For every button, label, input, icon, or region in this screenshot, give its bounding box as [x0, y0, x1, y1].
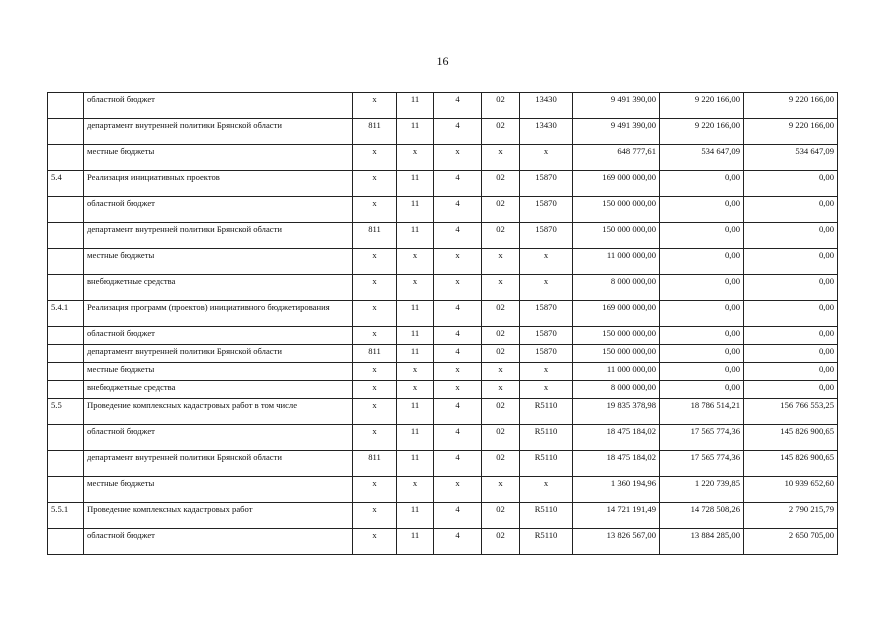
- target-code-cell: х: [520, 363, 573, 381]
- amount-year3-cell: 9 220 166,00: [744, 119, 838, 145]
- table-row: [48, 425, 838, 451]
- program-code-cell: 02: [482, 503, 520, 529]
- program-code-cell: 02: [482, 119, 520, 145]
- row-number-cell: [48, 93, 84, 119]
- row-name-cell: Проведение комплексных кадастровых работ: [84, 503, 353, 529]
- amount-year3-cell: 0,00: [744, 327, 838, 345]
- row-number-cell: [48, 451, 84, 477]
- target-code-cell: R5110: [520, 425, 573, 451]
- amount-year1-cell: 169 000 000,00: [573, 301, 660, 327]
- amount-year3-cell: 0,00: [744, 223, 838, 249]
- page-number: 16: [436, 54, 449, 68]
- admin-code-cell: х: [353, 275, 397, 301]
- amount-year2-cell: 17 565 774,36: [660, 425, 744, 451]
- subsection-code-cell: 4: [434, 171, 482, 197]
- amount-year2-cell: 0,00: [660, 171, 744, 197]
- amount-year1-cell: 13 826 567,00: [573, 529, 660, 555]
- row-number-cell: 5.5.1: [48, 503, 84, 529]
- row-number-cell: [48, 119, 84, 145]
- amount-year1-cell: 9 491 390,00: [573, 93, 660, 119]
- amount-year3-cell: 0,00: [744, 363, 838, 381]
- admin-code-cell: х: [353, 197, 397, 223]
- subsection-code-cell: х: [434, 477, 482, 503]
- subsection-code-cell: 4: [434, 327, 482, 345]
- row-name-cell: внебюджетные средства: [84, 381, 353, 399]
- amount-year1-cell: 14 721 191,49: [573, 503, 660, 529]
- table-row: [48, 93, 838, 119]
- section-code-cell: 11: [397, 197, 434, 223]
- program-code-cell: х: [482, 249, 520, 275]
- table-row: [48, 223, 838, 249]
- row-number-cell: [48, 223, 84, 249]
- amount-year2-cell: 0,00: [660, 381, 744, 399]
- amount-year1-cell: 19 835 378,98: [573, 399, 660, 425]
- amount-year3-cell: 0,00: [744, 345, 838, 363]
- admin-code-cell: х: [353, 301, 397, 327]
- row-name-cell: областной бюджет: [84, 529, 353, 555]
- row-number-cell: [48, 529, 84, 555]
- table-row: [48, 503, 838, 529]
- section-code-cell: х: [397, 363, 434, 381]
- program-code-cell: 02: [482, 301, 520, 327]
- admin-code-cell: х: [353, 249, 397, 275]
- section-code-cell: 11: [397, 503, 434, 529]
- table-row: [48, 381, 838, 399]
- row-name-cell: областной бюджет: [84, 197, 353, 223]
- amount-year2-cell: 534 647,09: [660, 145, 744, 171]
- amount-year1-cell: 8 000 000,00: [573, 275, 660, 301]
- row-name-cell: местные бюджеты: [84, 249, 353, 275]
- row-number-cell: [48, 345, 84, 363]
- row-number-cell: 5.4: [48, 171, 84, 197]
- amount-year2-cell: 0,00: [660, 327, 744, 345]
- subsection-code-cell: х: [434, 363, 482, 381]
- amount-year3-cell: 0,00: [744, 171, 838, 197]
- amount-year3-cell: 2 650 705,00: [744, 529, 838, 555]
- amount-year1-cell: 1 360 194,96: [573, 477, 660, 503]
- amount-year1-cell: 169 000 000,00: [573, 171, 660, 197]
- section-code-cell: 11: [397, 425, 434, 451]
- target-code-cell: х: [520, 381, 573, 399]
- program-code-cell: 02: [482, 399, 520, 425]
- row-number-cell: [48, 275, 84, 301]
- admin-code-cell: х: [353, 529, 397, 555]
- program-code-cell: 02: [482, 425, 520, 451]
- program-code-cell: 02: [482, 171, 520, 197]
- section-code-cell: 11: [397, 529, 434, 555]
- subsection-code-cell: 4: [434, 197, 482, 223]
- amount-year3-cell: 10 939 652,60: [744, 477, 838, 503]
- row-name-cell: местные бюджеты: [84, 363, 353, 381]
- amount-year1-cell: 8 000 000,00: [573, 381, 660, 399]
- target-code-cell: х: [520, 249, 573, 275]
- subsection-code-cell: 4: [434, 345, 482, 363]
- subsection-code-cell: 4: [434, 451, 482, 477]
- target-code-cell: 13430: [520, 93, 573, 119]
- row-name-cell: департамент внутренней политики Брянской области: [84, 119, 353, 145]
- table-row: [48, 119, 838, 145]
- row-name-cell: местные бюджеты: [84, 477, 353, 503]
- program-code-cell: х: [482, 477, 520, 503]
- amount-year2-cell: 0,00: [660, 363, 744, 381]
- amount-year1-cell: 11 000 000,00: [573, 249, 660, 275]
- program-code-cell: 02: [482, 451, 520, 477]
- amount-year3-cell: 0,00: [744, 249, 838, 275]
- amount-year3-cell: 2 790 215,79: [744, 503, 838, 529]
- row-number-cell: [48, 381, 84, 399]
- target-code-cell: х: [520, 145, 573, 171]
- admin-code-cell: 811: [353, 451, 397, 477]
- amount-year2-cell: 14 728 508,26: [660, 503, 744, 529]
- amount-year2-cell: 17 565 774,36: [660, 451, 744, 477]
- admin-code-cell: 811: [353, 119, 397, 145]
- amount-year2-cell: 9 220 166,00: [660, 93, 744, 119]
- section-code-cell: 11: [397, 223, 434, 249]
- amount-year2-cell: 0,00: [660, 275, 744, 301]
- amount-year2-cell: 9 220 166,00: [660, 119, 744, 145]
- program-code-cell: х: [482, 145, 520, 171]
- section-code-cell: х: [397, 249, 434, 275]
- admin-code-cell: 811: [353, 345, 397, 363]
- target-code-cell: 15870: [520, 345, 573, 363]
- section-code-cell: 11: [397, 327, 434, 345]
- amount-year1-cell: 150 000 000,00: [573, 223, 660, 249]
- amount-year2-cell: 0,00: [660, 301, 744, 327]
- row-number-cell: 5.4.1: [48, 301, 84, 327]
- table-row: [48, 477, 838, 503]
- program-code-cell: 02: [482, 93, 520, 119]
- amount-year1-cell: 9 491 390,00: [573, 119, 660, 145]
- subsection-code-cell: х: [434, 381, 482, 399]
- target-code-cell: х: [520, 477, 573, 503]
- amount-year3-cell: 0,00: [744, 275, 838, 301]
- subsection-code-cell: 4: [434, 503, 482, 529]
- row-number-cell: 5.5: [48, 399, 84, 425]
- amount-year1-cell: 18 475 184,02: [573, 425, 660, 451]
- admin-code-cell: х: [353, 399, 397, 425]
- row-name-cell: областной бюджет: [84, 327, 353, 345]
- section-code-cell: 11: [397, 301, 434, 327]
- row-name-cell: департамент внутренней политики Брянской области: [84, 345, 353, 363]
- section-code-cell: х: [397, 381, 434, 399]
- amount-year3-cell: 145 826 900,65: [744, 425, 838, 451]
- amount-year2-cell: 0,00: [660, 249, 744, 275]
- target-code-cell: х: [520, 275, 573, 301]
- subsection-code-cell: 4: [434, 223, 482, 249]
- budget-table: [47, 92, 838, 555]
- program-code-cell: 02: [482, 529, 520, 555]
- amount-year3-cell: 0,00: [744, 381, 838, 399]
- amount-year2-cell: 1 220 739,85: [660, 477, 744, 503]
- amount-year2-cell: 0,00: [660, 345, 744, 363]
- row-number-cell: [48, 197, 84, 223]
- table-row: [48, 301, 838, 327]
- table-body: [48, 93, 838, 555]
- subsection-code-cell: 4: [434, 399, 482, 425]
- admin-code-cell: 811: [353, 223, 397, 249]
- amount-year2-cell: 18 786 514,21: [660, 399, 744, 425]
- section-code-cell: х: [397, 477, 434, 503]
- row-number-cell: [48, 145, 84, 171]
- program-code-cell: х: [482, 363, 520, 381]
- row-number-cell: [48, 477, 84, 503]
- table-row: [48, 399, 838, 425]
- amount-year1-cell: 18 475 184,02: [573, 451, 660, 477]
- admin-code-cell: х: [353, 363, 397, 381]
- program-code-cell: х: [482, 381, 520, 399]
- subsection-code-cell: 4: [434, 93, 482, 119]
- row-number-cell: [48, 363, 84, 381]
- amount-year1-cell: 150 000 000,00: [573, 197, 660, 223]
- target-code-cell: R5110: [520, 399, 573, 425]
- row-name-cell: департамент внутренней политики Брянской области: [84, 223, 353, 249]
- table-row: [48, 275, 838, 301]
- amount-year2-cell: 0,00: [660, 223, 744, 249]
- subsection-code-cell: х: [434, 249, 482, 275]
- admin-code-cell: х: [353, 145, 397, 171]
- target-code-cell: 15870: [520, 327, 573, 345]
- row-number-cell: [48, 425, 84, 451]
- amount-year3-cell: 0,00: [744, 197, 838, 223]
- amount-year1-cell: 150 000 000,00: [573, 345, 660, 363]
- admin-code-cell: х: [353, 381, 397, 399]
- section-code-cell: 11: [397, 93, 434, 119]
- table-row: [48, 345, 838, 363]
- row-name-cell: департамент внутренней политики Брянской области: [84, 451, 353, 477]
- target-code-cell: 15870: [520, 171, 573, 197]
- section-code-cell: х: [397, 275, 434, 301]
- program-code-cell: 02: [482, 327, 520, 345]
- program-code-cell: х: [482, 275, 520, 301]
- row-name-cell: областной бюджет: [84, 425, 353, 451]
- amount-year3-cell: 156 766 553,25: [744, 399, 838, 425]
- amount-year1-cell: 150 000 000,00: [573, 327, 660, 345]
- table-row: [48, 197, 838, 223]
- admin-code-cell: х: [353, 327, 397, 345]
- row-name-cell: внебюджетные средства: [84, 275, 353, 301]
- section-code-cell: 11: [397, 399, 434, 425]
- amount-year3-cell: 9 220 166,00: [744, 93, 838, 119]
- target-code-cell: 13430: [520, 119, 573, 145]
- row-name-cell: Проведение комплексных кадастровых работ в том числе: [84, 399, 353, 425]
- admin-code-cell: х: [353, 171, 397, 197]
- subsection-code-cell: 4: [434, 119, 482, 145]
- section-code-cell: 11: [397, 119, 434, 145]
- table-row: [48, 363, 838, 381]
- table-row: [48, 529, 838, 555]
- amount-year3-cell: 534 647,09: [744, 145, 838, 171]
- section-code-cell: 11: [397, 345, 434, 363]
- subsection-code-cell: х: [434, 145, 482, 171]
- amount-year3-cell: 145 826 900,65: [744, 451, 838, 477]
- admin-code-cell: х: [353, 477, 397, 503]
- section-code-cell: 11: [397, 451, 434, 477]
- amount-year2-cell: 13 884 285,00: [660, 529, 744, 555]
- target-code-cell: R5110: [520, 451, 573, 477]
- section-code-cell: х: [397, 145, 434, 171]
- target-code-cell: R5110: [520, 503, 573, 529]
- table-row: [48, 171, 838, 197]
- table-row: [48, 451, 838, 477]
- amount-year1-cell: 648 777,61: [573, 145, 660, 171]
- target-code-cell: 15870: [520, 301, 573, 327]
- admin-code-cell: х: [353, 503, 397, 529]
- target-code-cell: 15870: [520, 197, 573, 223]
- row-name-cell: Реализация инициативных проектов: [84, 171, 353, 197]
- program-code-cell: 02: [482, 223, 520, 249]
- section-code-cell: 11: [397, 171, 434, 197]
- admin-code-cell: х: [353, 425, 397, 451]
- row-number-cell: [48, 249, 84, 275]
- target-code-cell: 15870: [520, 223, 573, 249]
- subsection-code-cell: 4: [434, 301, 482, 327]
- amount-year2-cell: 0,00: [660, 197, 744, 223]
- table-row: [48, 249, 838, 275]
- row-number-cell: [48, 327, 84, 345]
- program-code-cell: 02: [482, 345, 520, 363]
- row-name-cell: областной бюджет: [84, 93, 353, 119]
- amount-year3-cell: 0,00: [744, 301, 838, 327]
- subsection-code-cell: 4: [434, 529, 482, 555]
- amount-year1-cell: 11 000 000,00: [573, 363, 660, 381]
- admin-code-cell: х: [353, 93, 397, 119]
- row-name-cell: Реализация программ (проектов) инициативного бюджетирования: [84, 301, 353, 327]
- subsection-code-cell: 4: [434, 425, 482, 451]
- subsection-code-cell: х: [434, 275, 482, 301]
- table-row: [48, 145, 838, 171]
- program-code-cell: 02: [482, 197, 520, 223]
- target-code-cell: R5110: [520, 529, 573, 555]
- table-row: [48, 327, 838, 345]
- row-name-cell: местные бюджеты: [84, 145, 353, 171]
